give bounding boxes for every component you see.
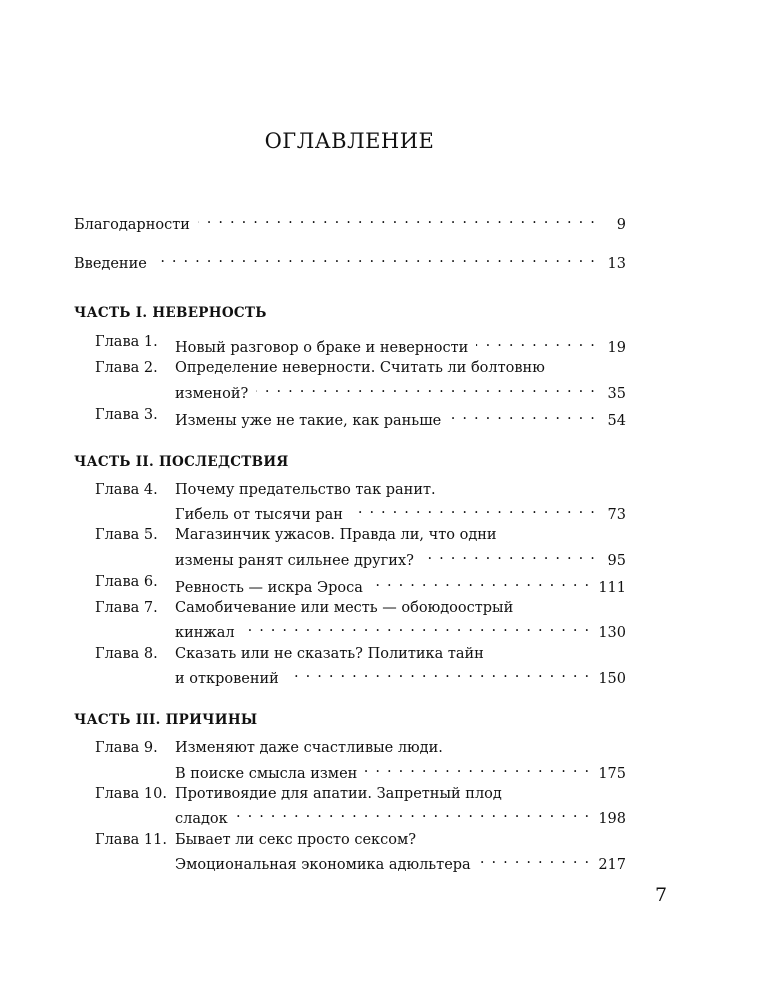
dot-leader <box>256 378 596 398</box>
chapter-label: Глава 4. <box>95 482 158 498</box>
chapter-title-cont: Эмоциональная экономика адюльтера <box>175 857 471 873</box>
chapter-label: Глава 3. <box>95 407 158 423</box>
chapter-title-cont: и откровений <box>175 671 279 687</box>
entry-page: 198 <box>598 811 626 827</box>
chapter-label: Глава 7. <box>95 600 158 616</box>
toc-entry-chapter <box>175 572 626 598</box>
part-title: ЧАСТЬ III. ПРИЧИНЫ <box>74 712 258 728</box>
entry-page: 54 <box>607 413 626 429</box>
entry-page: 150 <box>598 671 626 687</box>
entry-page: 95 <box>607 553 626 569</box>
chapter-title: Сказать или не сказать? Политика тайн <box>175 646 484 662</box>
chapter-label: Глава 1. <box>95 334 158 350</box>
entry-page: 35 <box>607 386 626 402</box>
chapter-title-cont: В поиске смысла измен <box>175 766 358 782</box>
chapter-label: Глава 8. <box>95 646 158 662</box>
chapter-title-cont: Гибель от тысячи ран <box>175 507 343 523</box>
chapter-title: Измены уже не такие, как раньше <box>175 413 442 429</box>
dot-leader <box>479 849 591 869</box>
entry-page: 111 <box>598 580 626 596</box>
toc-entry-chapter <box>175 803 626 829</box>
part-title: ЧАСТЬ I. НЕВЕРНОСТЬ <box>74 305 267 321</box>
dot-leader <box>351 499 596 519</box>
dot-leader <box>243 617 591 637</box>
chapter-title-cont: изменой? <box>175 386 249 402</box>
entry-page: 13 <box>607 256 626 272</box>
entry-page: 130 <box>598 625 626 641</box>
toc-entry-chapter <box>175 758 626 784</box>
dot-leader <box>476 332 596 352</box>
entry-page: 9 <box>616 217 626 233</box>
entry-label: Благодарности <box>74 217 190 233</box>
entry-page: 175 <box>598 766 626 782</box>
toc-entry-chapter <box>175 849 626 875</box>
chapter-label: Глава 9. <box>95 740 158 756</box>
chapter-title: Самобичевание или месть — обоюдоострый <box>175 600 514 616</box>
entry-page: 73 <box>607 507 626 523</box>
chapter-title: Изменяют даже счастливые люди. <box>175 740 443 756</box>
entry-page: 217 <box>598 857 626 873</box>
toc-entry-acknowledgements <box>74 209 626 235</box>
toc-entry-chapter <box>175 663 626 689</box>
chapter-title: Определение неверности. Считать ли болтовню <box>175 360 545 376</box>
chapter-title: Противоядие для апатии. Запретный плод <box>175 786 502 802</box>
chapter-title: Ревность — искра Эроса <box>175 580 363 596</box>
chapter-title: Магазинчик ужасов. Правда ли, что одни <box>175 527 497 543</box>
chapter-title-cont: измены ранят сильнее других? <box>175 553 414 569</box>
toc-entry-chapter <box>175 545 626 571</box>
chapter-label: Глава 6. <box>95 574 158 590</box>
part-title: ЧАСТЬ II. ПОСЛЕДСТВИЯ <box>74 454 289 470</box>
toc-entry-introduction <box>74 248 626 274</box>
toc-entry-chapter <box>175 499 626 525</box>
dot-leader <box>371 572 590 592</box>
chapter-title-cont: сладок <box>175 811 228 827</box>
entry-label: Введение <box>74 256 147 272</box>
chapter-title: Почему предательство так ранит. <box>175 482 436 498</box>
chapter-label: Глава 2. <box>95 360 158 376</box>
dot-leader <box>198 209 596 229</box>
entry-page: 19 <box>607 340 626 356</box>
dot-leader <box>365 758 590 778</box>
chapter-label: Глава 10. <box>95 786 167 802</box>
chapter-title-cont: кинжал <box>175 625 235 641</box>
chapter-title: Новый разговор о браке и неверности <box>175 340 469 356</box>
page-title: ОГЛАВЛЕНИЕ <box>264 129 435 153</box>
chapter-label: Глава 11. <box>95 832 167 848</box>
chapter-title: Бывает ли секс просто сексом? <box>175 832 417 848</box>
page-number: 7 <box>655 884 668 906</box>
dot-leader <box>155 248 596 268</box>
toc-entry-chapter <box>175 332 626 358</box>
toc-entry-chapter <box>175 378 626 404</box>
dot-leader <box>287 663 590 683</box>
chapter-label: Глава 5. <box>95 527 158 543</box>
dot-leader <box>236 803 591 823</box>
dot-leader <box>422 545 596 565</box>
dot-leader <box>449 405 596 425</box>
toc-entry-chapter <box>175 617 626 643</box>
toc-entry-chapter <box>175 405 626 431</box>
